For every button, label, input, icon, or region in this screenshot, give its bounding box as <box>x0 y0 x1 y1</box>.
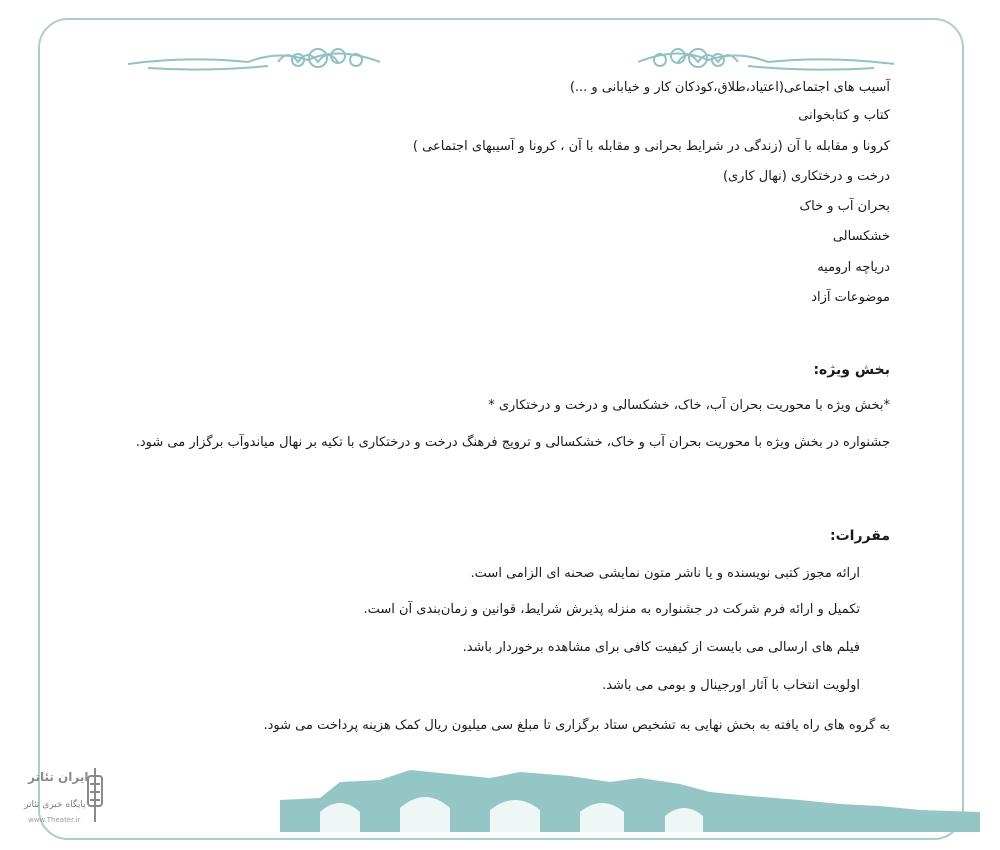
rules-heading: مقررات: <box>830 528 890 544</box>
rule-item: تکمیل و ارائه فرم شرکت در جشنواره به منزله پذیرش شرایط، قوانین و زمان‌بندی آن است. <box>363 602 860 617</box>
topic-item: کتاب و کتابخوانی <box>798 108 890 123</box>
topic-item: بحران آب و خاک <box>799 199 890 214</box>
topic-item: آسیب های اجتماعی(اعتیاد،طلاق،کودکان کار و خیابانی و ...) <box>569 80 890 95</box>
rule-item: ارائه مجوز کتبی نویسنده و یا ناشر متون نمایشی صحنه ای الزامی است. <box>470 566 860 581</box>
ornament-right <box>638 42 894 78</box>
rule-item: فیلم های ارسالی می بایست از کیفیت کافی برای مشاهده برخوردار باشد. <box>462 640 860 655</box>
topic-item: خشکسالی <box>832 229 890 244</box>
special-paragraph: جشنواره در بخش ویژه با محوریت بحران آب و خاک، خشکسالی و ترویج فرهنگ درخت و درختکاری با تکیه بر نهال میاندوآب برگزار می شود. <box>135 435 890 450</box>
topic-item: کرونا و مقابله با آن (زندگی در شرایط بحرانی و مقابله با آن ، کرونا و آسیبهای اجتماعی ) <box>412 139 890 154</box>
logo-url: www.Theater.ir <box>28 816 81 824</box>
topic-item: درخت و درختکاری (نهال کاری) <box>722 169 890 184</box>
rule-item: اولویت انتخاب با آثار اورجینال و بومی می باشد. <box>602 678 860 693</box>
logo-brand-text: ایران تئاتر <box>28 770 89 784</box>
topic-item: دریاچه ارومیه <box>817 260 890 275</box>
logo-tagline: پایگاه خبری تئاتر <box>24 800 86 810</box>
special-star-line: *بخش ویژه با محوریت بحران آب، خاک، خشکسالی و درخت و درختکاری * <box>488 398 890 413</box>
special-section-heading: بخش ویژه: <box>813 362 890 378</box>
topic-item: موضوعات آزاد <box>811 290 890 305</box>
ornament-left <box>128 42 380 78</box>
rules-last-paragraph: به گروه های راه یافته به بخش نهایی به تشخیص ستاد برگزاری تا مبلغ سی میلیون ریال کمک هزینه پرداخت می شود. <box>263 718 890 733</box>
ruins-illustration <box>280 770 980 832</box>
